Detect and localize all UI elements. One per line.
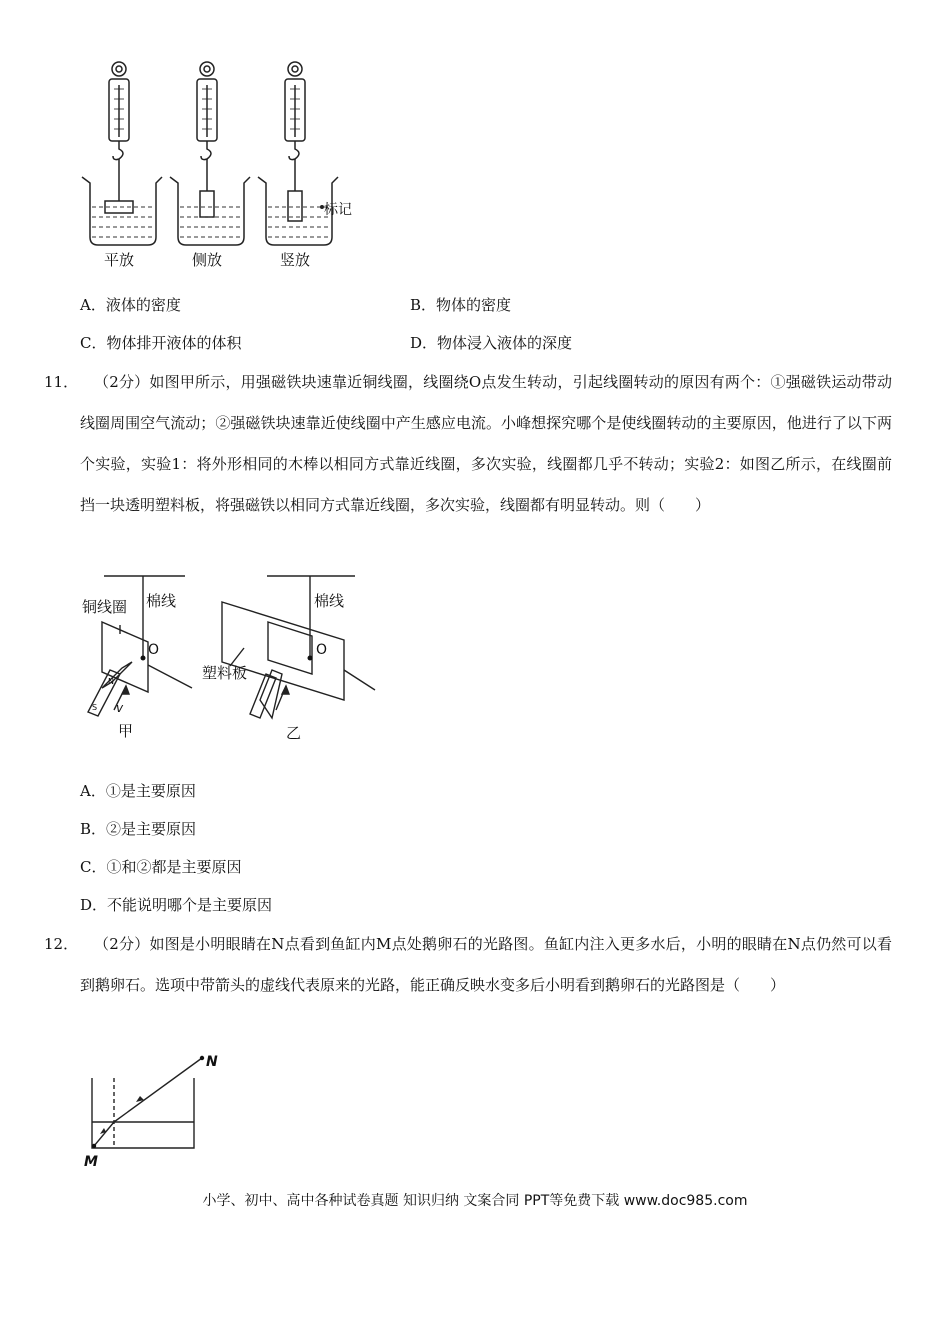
q11-option-d[interactable]: D．不能说明哪个是主要原因	[80, 896, 273, 914]
coil-figure	[80, 570, 380, 745]
label-point-o-2: O	[316, 642, 328, 658]
q10-option-d[interactable]: D．物体浸入液体的深度	[410, 334, 573, 352]
caption-jia: 甲	[118, 722, 134, 740]
label-velocity: v	[116, 701, 124, 715]
label-copper-coil: 铜线圈	[82, 598, 128, 616]
q10-option-b[interactable]: B．物体的密度	[410, 296, 512, 314]
q10-option-c[interactable]: C．物体排开液体的体积	[80, 334, 242, 352]
label-flat: 平放	[104, 251, 135, 269]
label-magnet-n: N	[108, 677, 114, 686]
mark-label: 标记	[324, 202, 352, 218]
q11-option-c[interactable]: C．①和②都是主要原因	[80, 858, 242, 876]
caption-yi: 乙	[286, 724, 302, 742]
label-magnet-s: S	[92, 703, 98, 712]
q11-number: 11．	[44, 373, 79, 391]
label-point-m: M	[84, 1154, 98, 1170]
label-point-n: N	[206, 1054, 218, 1070]
label-thread-2: 棉线	[314, 592, 345, 610]
q10-option-a[interactable]: A．液体的密度	[80, 296, 181, 314]
q12-stem	[80, 924, 892, 1006]
q12-number: 12．	[44, 935, 79, 953]
label-thread-1: 棉线	[146, 592, 177, 610]
label-upright: 竖放	[280, 251, 311, 269]
q11-option-b[interactable]: B．②是主要原因	[80, 820, 197, 838]
page-footer: 小学、初中、高中各种试卷真题 知识归纳 文案合同 PPT等免费下载 www.doc985.com	[202, 1193, 748, 1209]
light-path-figure	[80, 1050, 240, 1175]
label-plastic-plate: 塑料板	[202, 664, 248, 682]
q12-text: （2分）如图是小明眼睛在N点看到鱼缸内M点处鹅卵石的光路图。鱼缸内注入更多水后，小明的眼睛在N点仍然可以看到鹅卵石。选项中带箭头的虚线代表原来的光路，能正确反映水变多后小明看到鹅卵石的光路图是（ ）	[80, 935, 892, 994]
label-side: 侧放	[192, 251, 223, 269]
label-point-o-1: O	[148, 642, 160, 658]
q11-option-a[interactable]: A．①是主要原因	[80, 782, 196, 800]
spring-scale-figure	[70, 55, 370, 275]
q11-stem	[80, 362, 892, 526]
q11-text: （2分）如图甲所示，用强磁铁块速靠近铜线圈，线圈绕O点发生转动，引起线圈转动的原因有两个：①强磁铁运动带动线圈周围空气流动；②强磁铁块速靠近使线圈中产生感应电流。小峰想探究哪个是使线圈转动的主要原因，他进行了以下两个实验，实验1：将外形相同的木棒以相同方式靠近线圈，多次实验，线圈都几乎不转动；实验2：如图乙所示，在线圈前挡一块透明塑料板，将强磁铁以相同方式靠近线圈，多次实验，线圈都有明显转动。则（ ）	[80, 373, 892, 514]
